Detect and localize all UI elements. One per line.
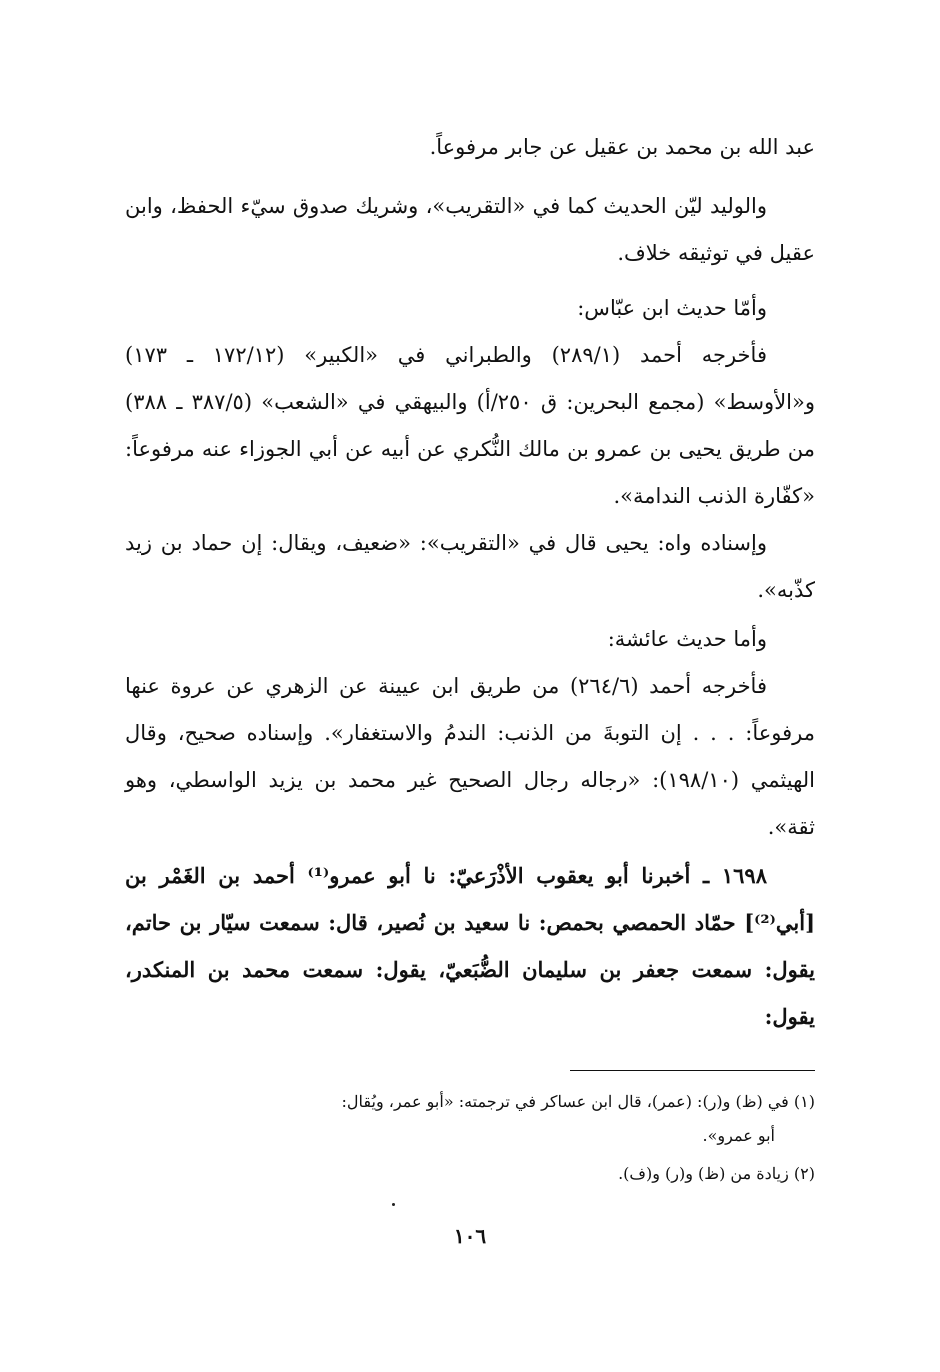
- paragraph-7: فأخرجه أحمد (٢٦٤/٦) من طريق ابن عيينة عن الزهري عن عروة عنها مرفوعاً: . . . إن التوبةَ من الذنب: الندمُ والاستغفار». وإسناده صحيح، وقال الهيثمي (١٩٨/١٠): «رجاله رجال الصحيح غير محمد بن يزيد الواسطي، وهو ثقة».: [125, 674, 815, 839]
- paragraph-6: وأما حديث عائشة:: [607, 627, 767, 651]
- footnote-1-line-1: (١) في (ظ) و(ر): (عمر)، قال ابن عساكر في ترجمته: «أبو عمر، ويُقال:: [341, 1092, 815, 1111]
- paragraph-1: عبد الله بن محمد بن عقيل عن جابر مرفوعاً.: [429, 135, 815, 159]
- paragraph-2: والوليد ليّن الحديث كما في «التقريب»، وشريك صدوق سيّء الحفظ، وابن عقيل في توثيقه خلاف.: [125, 194, 815, 265]
- footnote-1-line-2: أبو عمرو».: [702, 1126, 775, 1145]
- hadith-paragraph-1698: ١٦٩٨ ـ أخبرنا أبو يعقوب الأذْرَعيّ: نا أبو عمرو⁽¹⁾ أحمد بن الغَمْر بن [أبي⁽²⁾] حمّاد الحمصي بحمص: نا سعيد بن نُصير، قال: سمعت سيّار بن حاتم، يقول: سمعت جعفر بن سليمان الضُّبَعيّ، يقول: سمعت محمد بن المنكدر، يقول:: [125, 863, 815, 1029]
- paragraph-4: فأخرجه أحمد (٢٨٩/١) والطبراني في «الكبير» (١٧٢/١٢ ـ ١٧٣) و«الأوسط» (مجمع البحرين: ق ٢٥٠/أ) والبيهقي في «الشعب» (٣٨٧/٥ ـ ٣٨٨) من طريق يحيى بن عمرو بن مالك النُّكري عن أبيه عن أبي الجوزاء عنه مرفوعاً: «كفّارة الذنب الندامة».: [125, 343, 816, 508]
- paragraph-3: وأمّا حديث ابن عبّاس:: [577, 296, 767, 320]
- print-speck: [392, 1203, 395, 1206]
- paragraph-5: وإسناده واه: يحيى قال في «التقريب»: «ضعيف، ويقال: إن حماد بن زيد كذّبه».: [125, 531, 815, 602]
- footnote-2: (٢) زيادة من (ظ) و(ر) و(ف).: [618, 1164, 815, 1183]
- page-number: ١٠٦: [453, 1224, 487, 1248]
- footnote-separator: [570, 1070, 815, 1071]
